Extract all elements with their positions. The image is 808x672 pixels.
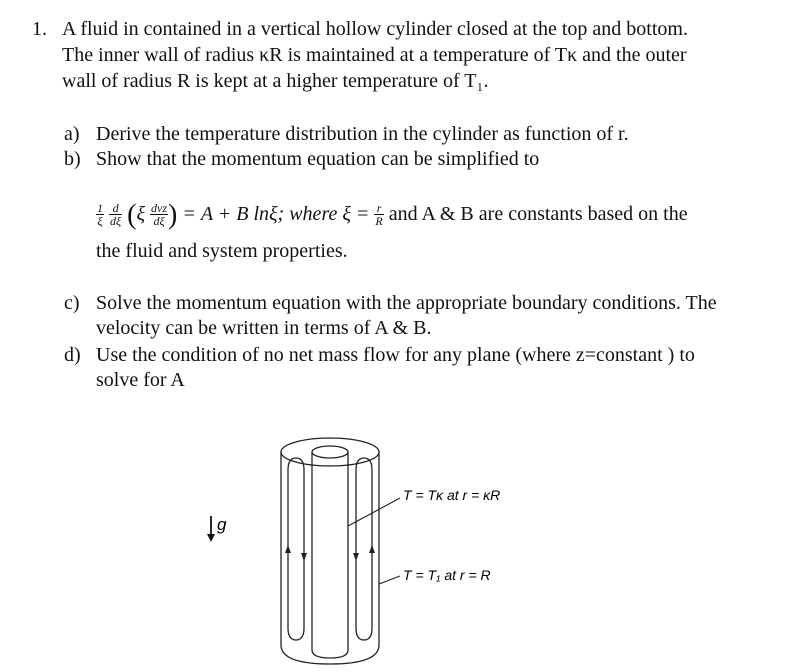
gravity-arrow-head (207, 534, 215, 542)
problem-statement-line-2: The inner wall of radius κR is maintained at a temperature of Tκ and the outer (62, 44, 687, 66)
part-c-line-2: velocity can be written in terms of A & B. (96, 317, 432, 339)
part-b-label: b) (64, 148, 81, 170)
problem-number: 1. (32, 18, 47, 40)
eq-frac-d-dxi: $\frac{d}{d\xi}$ (110, 201, 122, 229)
flow-arrow-down-left (301, 553, 307, 561)
problem-statement-line-3: wall of radius R is kept at a higher temperature of T₁. (62, 70, 489, 92)
leader-outer-wall (379, 576, 400, 584)
label-outer-wall: T = T₁ at r = R (403, 567, 491, 583)
part-d-label: d) (64, 344, 81, 366)
eq-rhs: = A + B lnξ; where ξ = (182, 203, 370, 225)
part-b-text: Show that the momentum equation can be simplified to (96, 148, 540, 170)
part-d-line-2: solve for A (96, 369, 185, 391)
outer-bottom-ellipse (281, 645, 379, 664)
momentum-equation: $\frac{1}{\xi}$ $\frac{d}{d\xi}$ (ξ $\frac{\text{dvz}}{d\xi}$ ) = A + B lnξ; where ξ = $\frac{r}{R}$ and A & B are constants based on the (97, 199, 688, 231)
gravity-label: g (217, 515, 227, 534)
flow-loop-bottom-right (356, 628, 372, 640)
problem-statement-line-1: A fluid in contained in a vertical hollow cylinder closed at the top and bottom. (62, 18, 688, 40)
inner-top-ellipse (312, 446, 348, 458)
eq-frac-r-over-R: $\frac{r}{R}$ (375, 201, 383, 229)
part-d-line-1: Use the condition of no net mass flow for any plane (where z=constant ) to (96, 344, 695, 366)
flow-loop-bottom-left (288, 628, 304, 640)
eq-frac-1-over-xi: $\frac{1}{\xi}$ (97, 201, 103, 229)
part-b-text-2: the fluid and system properties. (96, 240, 348, 262)
flow-arrow-down-right (353, 553, 359, 561)
eq-xi: ξ (136, 203, 146, 225)
part-a-text: Derive the temperature distribution in the cylinder as function of r. (96, 123, 629, 145)
outer-top-ellipse (281, 438, 379, 466)
flow-arrow-up-right (369, 545, 375, 553)
part-c-line-1: Solve the momentum equation with the appropriate boundary conditions. The (96, 292, 717, 314)
flow-arrow-up-left (285, 545, 291, 553)
part-a-label: a) (64, 123, 80, 145)
label-inner-wall: T = Tκ at r = κR (403, 487, 501, 503)
part-c-label: c) (64, 292, 80, 314)
eq-frac-dvz-dxi: $\frac{\text{dvz}}{d\xi}$ (151, 201, 168, 229)
eq-tail: and A & B are constants based on the (388, 203, 688, 225)
inner-bottom-ellipse (312, 650, 348, 658)
